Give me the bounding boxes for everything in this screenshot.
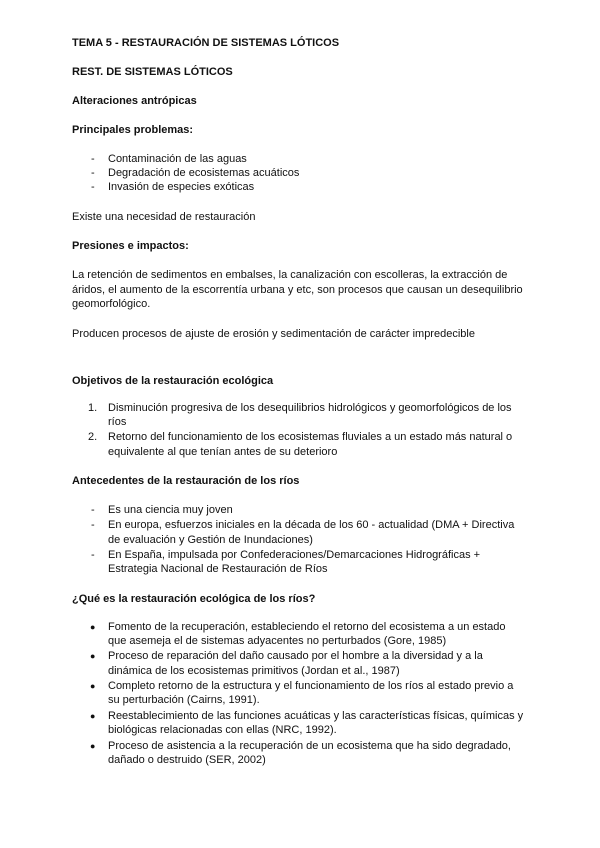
paragraph-line: La retención de sedimentos en embalses, la canalización con escolleras, la extracción de	[72, 269, 508, 281]
heading-problemas: Principales problemas:	[72, 124, 194, 136]
list-item-line: que asemeja el de sistemas adyacentes no perturbados (Gore, 1985)	[108, 635, 447, 647]
dash-marker: -	[91, 181, 95, 193]
list-item: Contaminación de las aguas	[108, 153, 247, 165]
list-item-line: Retorno del funcionamiento de los ecosistemas fluviales a un estado más natural o	[108, 431, 513, 443]
list-item-line: Estrategia Nacional de Restauración de Ríos	[108, 563, 328, 575]
list-item-line: dañado o destruido (SER, 2002)	[108, 754, 266, 766]
heading-alteraciones: Alteraciones antrópicas	[72, 95, 197, 107]
list-item-line: su perturbación (Cairns, 1991).	[108, 694, 260, 706]
list-number: 2.	[88, 431, 98, 443]
list-item-line: ríos	[108, 416, 127, 428]
list-item-line: Proceso de asistencia a la recuperación de un ecosistema que ha sido degradado,	[108, 740, 511, 752]
dash-marker: -	[91, 549, 95, 561]
list-item-line: Disminución progresiva de los desequilibrios hidrológicos y geomorfológicos de los	[108, 402, 512, 414]
list-item-line: biológicas relacionadas con ellas (NRC, 1992).	[108, 724, 337, 736]
list-item-line: En España, impulsada por Confederaciones/Demarcaciones Hidrográficas +	[108, 549, 481, 561]
list-item-line: Es una ciencia muy joven	[108, 504, 233, 516]
list-item: Invasión de especies exóticas	[108, 181, 255, 193]
paragraph: Existe una necesidad de restauración	[72, 211, 256, 223]
list-item: Degradación de ecosistemas acuáticos	[108, 167, 300, 179]
list-item-line: Reestablecimiento de las funciones acuáticas y las características físicas, químicas y	[108, 710, 524, 722]
list-item-line: equivalente al que tenían antes de su deterioro	[108, 446, 338, 458]
heading-presiones: Presiones e impactos:	[72, 240, 189, 252]
dash-marker: -	[91, 504, 95, 516]
list-item-line: Completo retorno de la estructura y el funcionamiento de los ríos al estado previo a	[108, 680, 514, 692]
dash-marker: -	[91, 153, 95, 165]
list-number: 1.	[88, 402, 98, 414]
document-title: TEMA 5 - RESTAURACIÓN DE SISTEMAS LÓTICOS	[72, 37, 340, 49]
list-item-line: Proceso de reparación del daño causado por el hombre a la diversidad y a la	[108, 650, 483, 662]
bullet-icon: ●	[90, 681, 96, 691]
dash-marker: -	[91, 167, 95, 179]
section-heading: REST. DE SISTEMAS LÓTICOS	[72, 66, 233, 78]
heading-objetivos: Objetivos de la restauración ecológica	[72, 375, 274, 387]
paragraph-line: geomorfológico.	[72, 298, 151, 310]
list-item-line: En europa, esfuerzos iniciales en la década de los 60 - actualidad (DMA + Directiva	[108, 519, 515, 531]
bullet-icon: ●	[90, 711, 96, 721]
bullet-icon: ●	[90, 622, 96, 632]
list-item-line: Fomento de la recuperación, estableciendo el retorno del ecosistema a un estado	[108, 621, 506, 633]
list-item-line: dinámica de los ecosistemas primitivos (Jordan et al., 1987)	[108, 665, 400, 677]
paragraph-line: áridos, el aumento de la escorrentía urbana y etc, son procesos que causan un desequilibrio	[72, 284, 523, 296]
heading-antecedentes: Antecedentes de la restauración de los ríos	[72, 475, 300, 487]
bullet-icon: ●	[90, 651, 96, 661]
dash-marker: -	[91, 519, 95, 531]
list-item-line: de evaluación y Gestión de Inundaciones)	[108, 534, 313, 546]
paragraph: Producen procesos de ajuste de erosión y sedimentación de carácter impredecible	[72, 328, 475, 340]
heading-que-es: ¿Qué es la restauración ecológica de los ríos?	[72, 593, 316, 605]
bullet-icon: ●	[90, 741, 96, 751]
